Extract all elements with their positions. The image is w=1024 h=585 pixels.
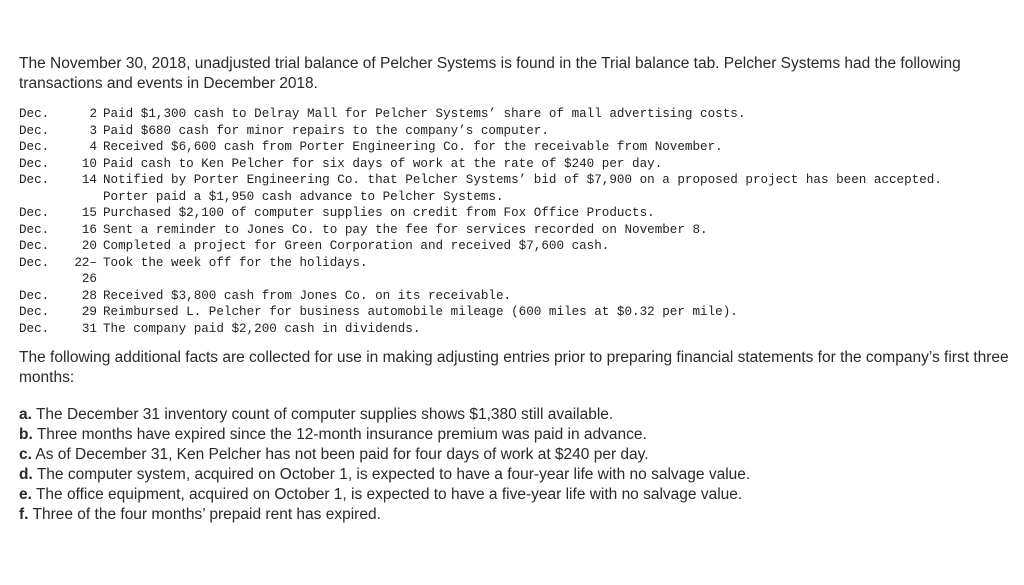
transactions-body: [19, 106, 983, 337]
transaction-month: Dec.: [19, 288, 50, 303]
transaction-row: [19, 156, 983, 173]
adjusting-fact-item: [19, 465, 1009, 485]
fact-text: Three of the four months’ prepaid rent has expired.: [32, 506, 381, 523]
transaction-row: [19, 288, 983, 305]
transactions-table: [19, 106, 983, 337]
transaction-month: Dec.: [19, 123, 50, 138]
adjusting-fact-item: [19, 445, 1009, 465]
transaction-description: Notified by Porter Engineering Co. that Pelcher Systems’ bid of $7,900 on a proposed project has been accepted. Porter paid a $1,950 cash advance to Pelcher Systems.: [103, 173, 942, 204]
transaction-row: [19, 222, 983, 239]
fact-letter: e.: [19, 486, 32, 503]
transaction-day: 28: [81, 288, 97, 303]
transaction-month: Dec.: [19, 206, 50, 220]
transaction-description: Received $3,800 cash from Jones Co. on its receivable.: [103, 288, 512, 303]
transaction-description: Paid $680 cash for minor repairs to the company’s computer.: [103, 123, 549, 138]
transaction-day: 20: [81, 239, 97, 253]
problem-content: [19, 54, 1009, 525]
intro-paragraph: The November 30, 2018, unadjusted trial balance of Pelcher Systems is found in the Trial balance tab. Pelcher Systems had the following transactions and events in December 2018.: [19, 55, 961, 92]
transaction-row: [19, 304, 983, 321]
adjusting-fact-item: [19, 425, 1009, 445]
transaction-month: Dec.: [19, 239, 50, 253]
fact-text: The December 31 inventory count of computer supplies shows $1,380 still available.: [35, 406, 614, 423]
transaction-month: Dec.: [19, 305, 50, 319]
transaction-day: 16: [81, 222, 97, 237]
transaction-row: [19, 238, 983, 255]
transaction-day: 31: [81, 321, 97, 336]
transaction-day: 2: [89, 107, 97, 121]
adjusting-fact-item: [19, 485, 1009, 505]
transaction-day: 15: [81, 206, 97, 220]
transaction-row: [19, 172, 983, 205]
fact-letter: f.: [19, 506, 29, 523]
transaction-month: Dec.: [19, 107, 50, 121]
adjusting-fact-item: [19, 505, 1009, 525]
transaction-description: Purchased $2,100 of computer supplies on credit from Fox Office Products.: [103, 206, 655, 220]
transaction-day: 3: [89, 123, 97, 138]
transaction-description: Paid cash to Ken Pelcher for six days of work at the rate of $240 per day.: [103, 156, 663, 171]
additional-facts-paragraph: The following additional facts are collected for use in making adjusting entries prior to preparing financial statements for the company’s first three months:: [19, 349, 1009, 386]
transaction-month: Dec.: [19, 255, 50, 270]
transaction-row: [19, 139, 983, 156]
transaction-month: Dec.: [19, 156, 50, 171]
transaction-description: Took the week off for the holidays.: [103, 255, 368, 270]
transaction-day: 22– 26: [74, 255, 97, 286]
transaction-month: Dec.: [19, 140, 50, 154]
transaction-day: 14: [81, 173, 97, 187]
adjusting-fact-item: [19, 405, 1009, 425]
transaction-description: The company paid $2,200 cash in dividends.: [103, 321, 421, 336]
transaction-day: 10: [81, 156, 97, 171]
transaction-description: Completed a project for Green Corporation and received $7,600 cash.: [103, 239, 610, 253]
transaction-day: 29: [81, 305, 97, 319]
fact-text: As of December 31, Ken Pelcher has not been paid for four days of work at $240 per day.: [35, 446, 649, 463]
fact-text: The office equipment, acquired on October 1, is expected to have a five-year life with no salvage value.: [35, 486, 743, 503]
transaction-description: Reimbursed L. Pelcher for business automobile mileage (600 miles at $0.32 per mile).: [103, 305, 738, 319]
fact-letter: c.: [19, 446, 32, 463]
transaction-row: [19, 123, 983, 140]
fact-text: The computer system, acquired on October 1, is expected to have a four-year life with no salvage value.: [36, 466, 751, 483]
fact-letter: d.: [19, 466, 33, 483]
adjusting-facts-list: [19, 405, 1009, 525]
transaction-description: Sent a reminder to Jones Co. to pay the fee for services recorded on November 8.: [103, 222, 708, 237]
transaction-row: [19, 255, 983, 288]
transaction-description: Received $6,600 cash from Porter Engineering Co. for the receivable from November.: [103, 140, 723, 154]
transaction-day: 4: [89, 140, 97, 154]
transaction-description: Paid $1,300 cash to Delray Mall for Pelcher Systems’ share of mall advertising costs.: [103, 107, 746, 121]
transaction-row: [19, 106, 983, 123]
transaction-row: [19, 321, 983, 338]
transaction-month: Dec.: [19, 222, 50, 237]
transaction-row: [19, 205, 983, 222]
transaction-month: Dec.: [19, 321, 50, 336]
transaction-month: Dec.: [19, 173, 50, 187]
fact-text: Three months have expired since the 12-month insurance premium was paid in advance.: [36, 426, 647, 443]
fact-letter: a.: [19, 406, 32, 423]
fact-letter: b.: [19, 426, 33, 443]
